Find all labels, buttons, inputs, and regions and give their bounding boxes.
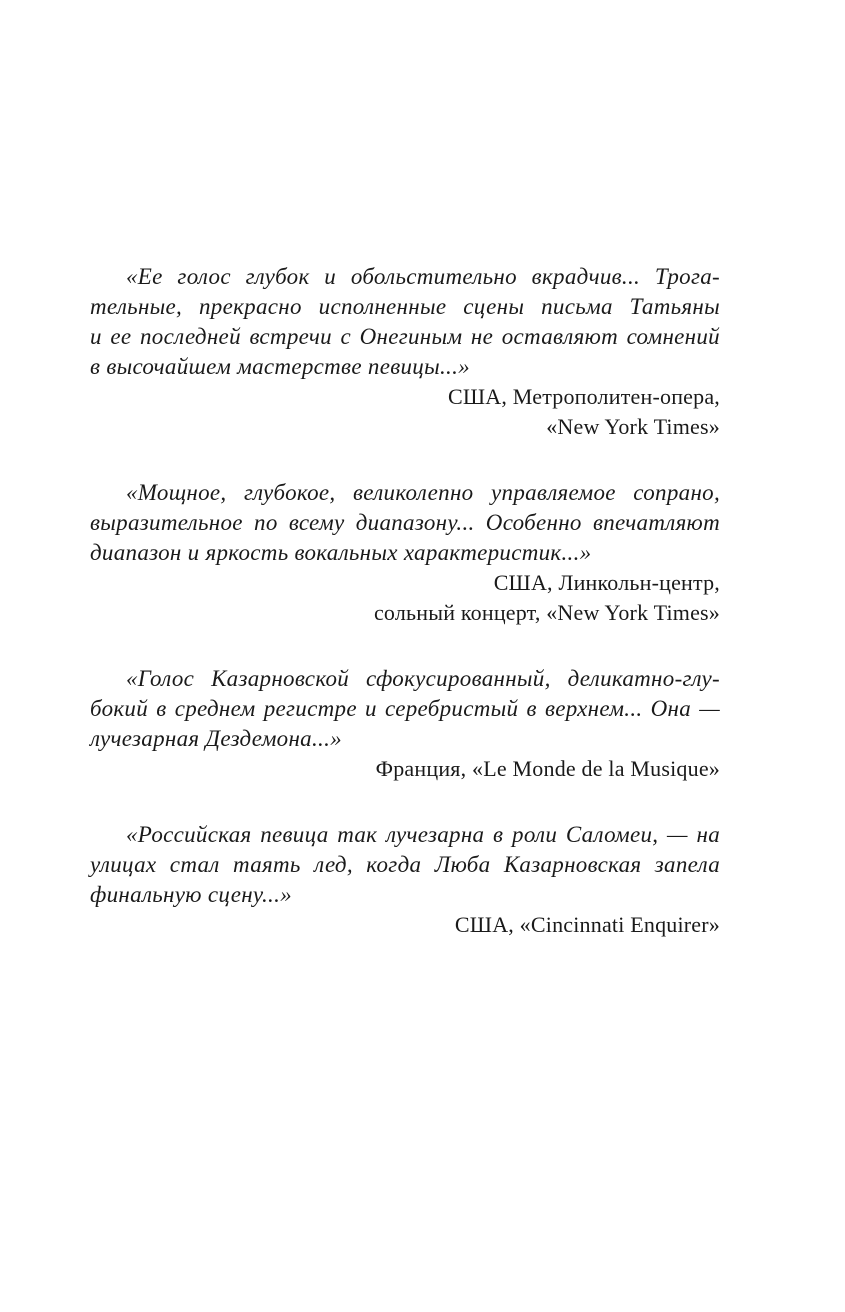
- quote-line: финальную сцену...»: [90, 882, 292, 907]
- review-source: [90, 910, 720, 940]
- review-source: [90, 382, 720, 442]
- review-quote: [90, 820, 720, 910]
- quote-line: в высочайшем мастерстве певицы...»: [90, 354, 470, 379]
- quote-line: тельные, прекрасно исполненные сцены письма Татьяны: [90, 294, 720, 319]
- review-1: [90, 262, 720, 442]
- quote-line: и ее последней встречи с Онегиным не оставляют сомнений: [90, 324, 720, 349]
- quote-line: «Голос Казарновской сфокусированный, деликатно-глу-: [126, 666, 720, 691]
- quote-line: улицах стал таять лед, когда Люба Казарновская запела: [90, 852, 720, 877]
- review-quote: [90, 262, 720, 382]
- reviews-page: [90, 262, 720, 976]
- quote-line: «Мощное, глубокое, великолепно управляемое сопрано,: [126, 480, 720, 505]
- review-quote: [90, 664, 720, 754]
- source-line: США, Метрополитен-опера,: [448, 384, 720, 409]
- source-line: «New York Times»: [546, 414, 720, 439]
- quote-line: лучезарная Дездемона...»: [90, 726, 342, 751]
- review-4: [90, 820, 720, 940]
- quote-line: «Российская певица так лучезарна в роли Саломеи, — на: [126, 822, 720, 847]
- review-2: [90, 478, 720, 628]
- quote-line: диапазон и яркость вокальных характеристик...»: [90, 540, 592, 565]
- quote-line: бокий в среднем регистре и серебристый в верхнем... Она —: [90, 696, 720, 721]
- source-line: сольный концерт, «New York Times»: [373, 600, 720, 625]
- source-line: США, «Cincinnati Enquirer»: [454, 912, 720, 937]
- source-line: Франция, «Le Monde de la Musique»: [375, 756, 720, 781]
- source-line: США, Линкольн-центр,: [493, 570, 720, 595]
- review-quote: [90, 478, 720, 568]
- review-3: [90, 664, 720, 784]
- quote-line: выразительное по всему диапазону... Особенно впечатляют: [90, 510, 720, 535]
- review-source: [90, 754, 720, 784]
- review-source: [90, 568, 720, 628]
- quote-line: «Ее голос глубок и обольстительно вкрадчив... Трога-: [126, 264, 720, 289]
